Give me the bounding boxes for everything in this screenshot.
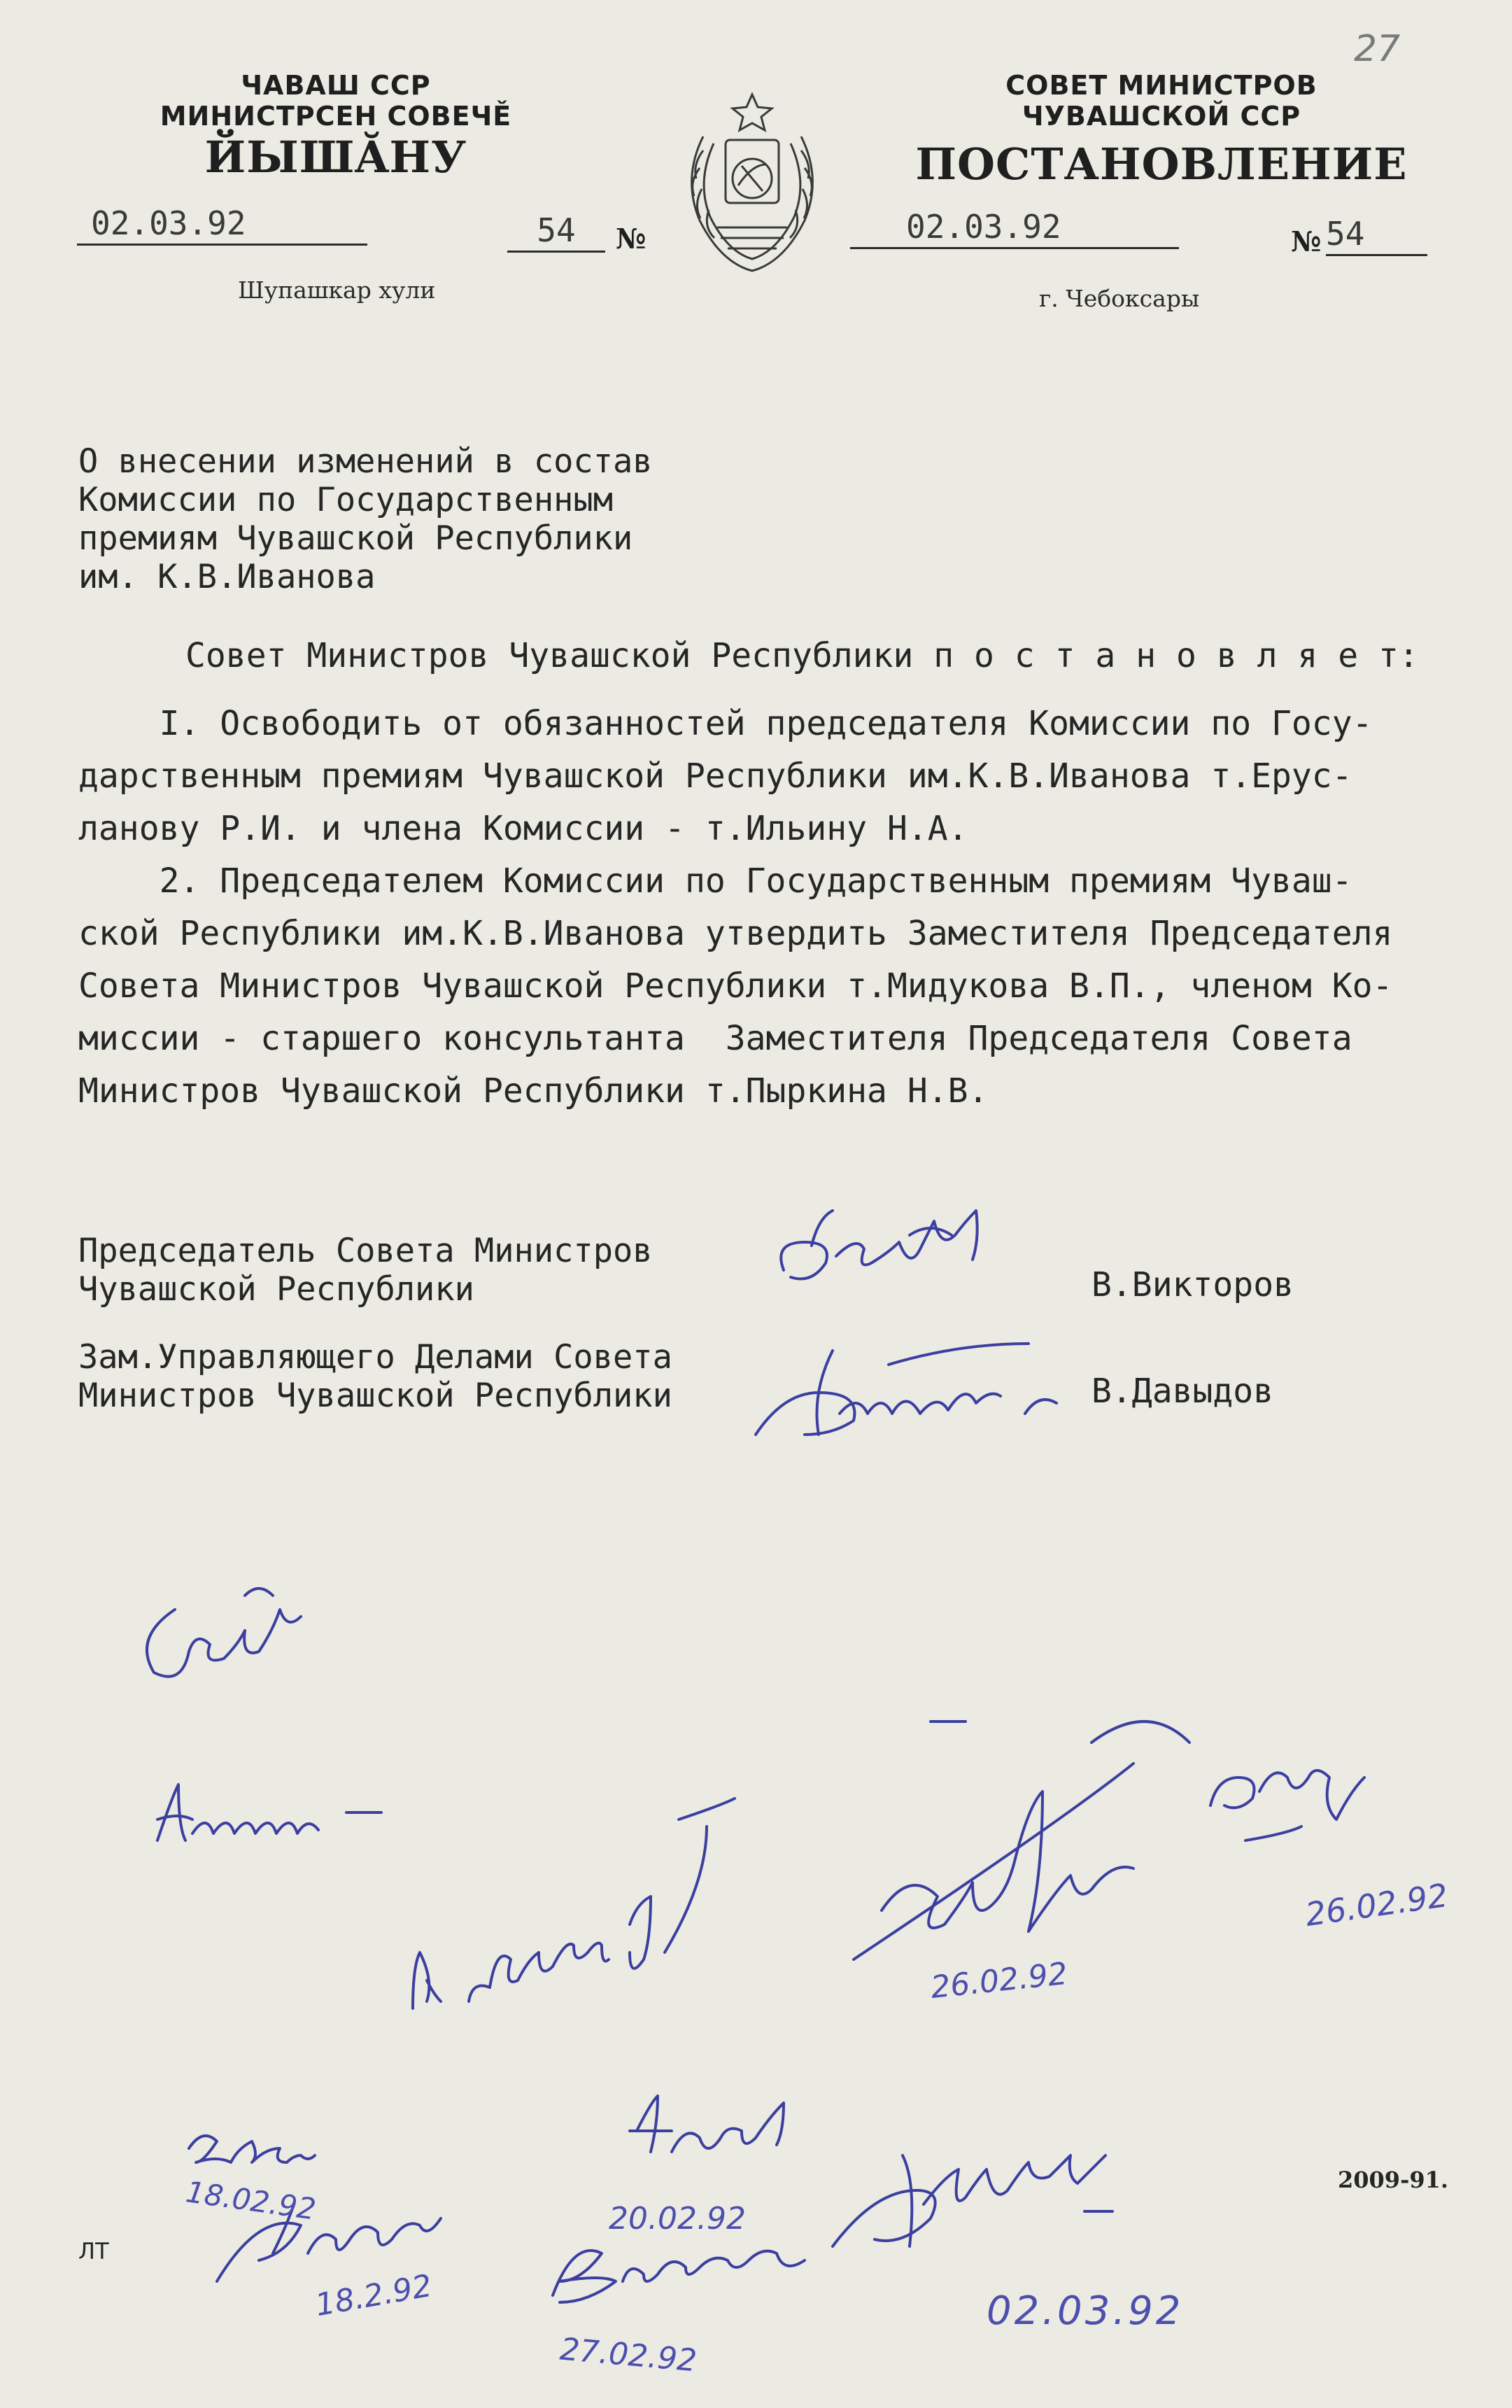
signatory-1-title-line-1: Председатель Совета Министров xyxy=(78,1232,653,1270)
header-right-city: г. Чебоксары xyxy=(1039,285,1200,312)
visa-signature-9 xyxy=(532,2225,812,2316)
signatory-1-title-line-2: Чувашской Республики xyxy=(78,1270,474,1309)
body-line-2: дарственным премиям Чувашской Республики им.К.В.Иванова т.Ерус- xyxy=(78,756,1352,796)
body-line-6: Совета Министров Чувашской Республики т.Мидукова В.П., членом Ко- xyxy=(78,966,1393,1006)
signatory-2-title xyxy=(78,1338,672,1415)
subject-line-4: им. К.В.Иванова xyxy=(78,558,376,596)
body-line-4: 2. Председателем Комиссии по Государственным премиям Чуваш- xyxy=(78,861,1352,901)
visa-signature-6 xyxy=(175,2120,329,2176)
body-line-1: I. Освободить от обязанностей председателя Комиссии по Госу- xyxy=(78,704,1373,743)
handwritten-date-3: 18.02.92 xyxy=(183,2174,318,2227)
signatory-2-name: В.Давыдов xyxy=(1091,1372,1274,1411)
header-right-title: ПОСТАНОВЛЕНИЕ xyxy=(915,139,1408,190)
body-text xyxy=(78,698,1392,1118)
body-line-7: миссии - старшего консультанта Заместителя Председателя Совета xyxy=(78,1019,1352,1058)
subject-line-3: премиям Чувашской Республики xyxy=(78,519,633,558)
visa-signature-2 xyxy=(143,1770,395,1861)
header-left-city: Шупашкар хули xyxy=(238,276,436,304)
signatory-2-title-line-2: Министров Чувашской Республики xyxy=(78,1376,672,1415)
typist-initials: ЛТ xyxy=(78,2238,109,2265)
coat-of-arms-emblem xyxy=(661,87,843,276)
header-right-line1: СОВЕТ МИНИСТРОВ xyxy=(1005,70,1317,101)
handwritten-date-4: 20.02.92 xyxy=(609,2201,746,2237)
header-left xyxy=(140,70,532,183)
handwritten-date-2: 26.02.92 xyxy=(1303,1876,1450,1934)
signature-davydov xyxy=(749,1337,1071,1449)
header-left-line1: ЧАВАШ ССР xyxy=(241,70,431,101)
handwritten-date-7: 02.03.92 xyxy=(987,2288,1184,2334)
signatory-2-title-line-1: Зам.Управляющего Делами Совета xyxy=(78,1338,672,1376)
form-code: 2009-91. xyxy=(1338,2167,1449,2193)
subject-line-2: Комиссии по Государственным xyxy=(78,481,614,519)
header-right-date: 02.03.92 xyxy=(850,206,1179,249)
header-right-number-mark: № xyxy=(1291,225,1322,258)
signatory-1-name: В.Викторов xyxy=(1091,1265,1294,1304)
visa-signature-4 xyxy=(840,1715,1434,1994)
handwritten-date-5: 18.2.92 xyxy=(312,2267,435,2324)
header-right xyxy=(910,70,1413,190)
subject-block xyxy=(78,442,653,596)
archive-number: 27 xyxy=(1354,28,1401,70)
body-line-3: ланову Р.И. и члена Комиссии - т.Ильину Н.А. xyxy=(78,809,968,848)
body-line-8: Министров Чувашской Республики т.Пыркина Н.В. xyxy=(78,1071,989,1111)
visa-signature-1 xyxy=(133,1582,315,1694)
signatory-1-title xyxy=(78,1232,653,1309)
header-left-title: ЙЫШĂНУ xyxy=(204,132,467,183)
visa-signature-3 xyxy=(399,1798,763,2029)
handwritten-date-6: 27.02.92 xyxy=(558,2331,698,2379)
body-line-5: ской Республики им.К.В.Иванова утвердить Заместителя Председателя xyxy=(78,914,1393,953)
header-left-line2: МИНИСТРСЕН СОВЕЧĚ xyxy=(160,101,512,132)
header-left-number: 54 xyxy=(507,210,605,253)
header-left-number-mark: № xyxy=(616,223,647,255)
visa-signature-7 xyxy=(616,2089,798,2180)
header-right-number: 54 xyxy=(1326,213,1427,256)
subject-line-1: О внесении изменений в состав xyxy=(78,442,653,481)
handwritten-date-1: 26.02.92 xyxy=(928,1955,1070,2006)
signature-viktorov xyxy=(770,1193,1022,1312)
visa-signature-5 xyxy=(819,2127,1133,2260)
header-left-date: 02.03.92 xyxy=(77,203,367,246)
preamble: Совет Министров Чувашской Республики п о с т а н о в л я е т: xyxy=(185,636,1419,675)
header-right-line2: ЧУВАШСКОЙ ССР xyxy=(1022,101,1301,132)
